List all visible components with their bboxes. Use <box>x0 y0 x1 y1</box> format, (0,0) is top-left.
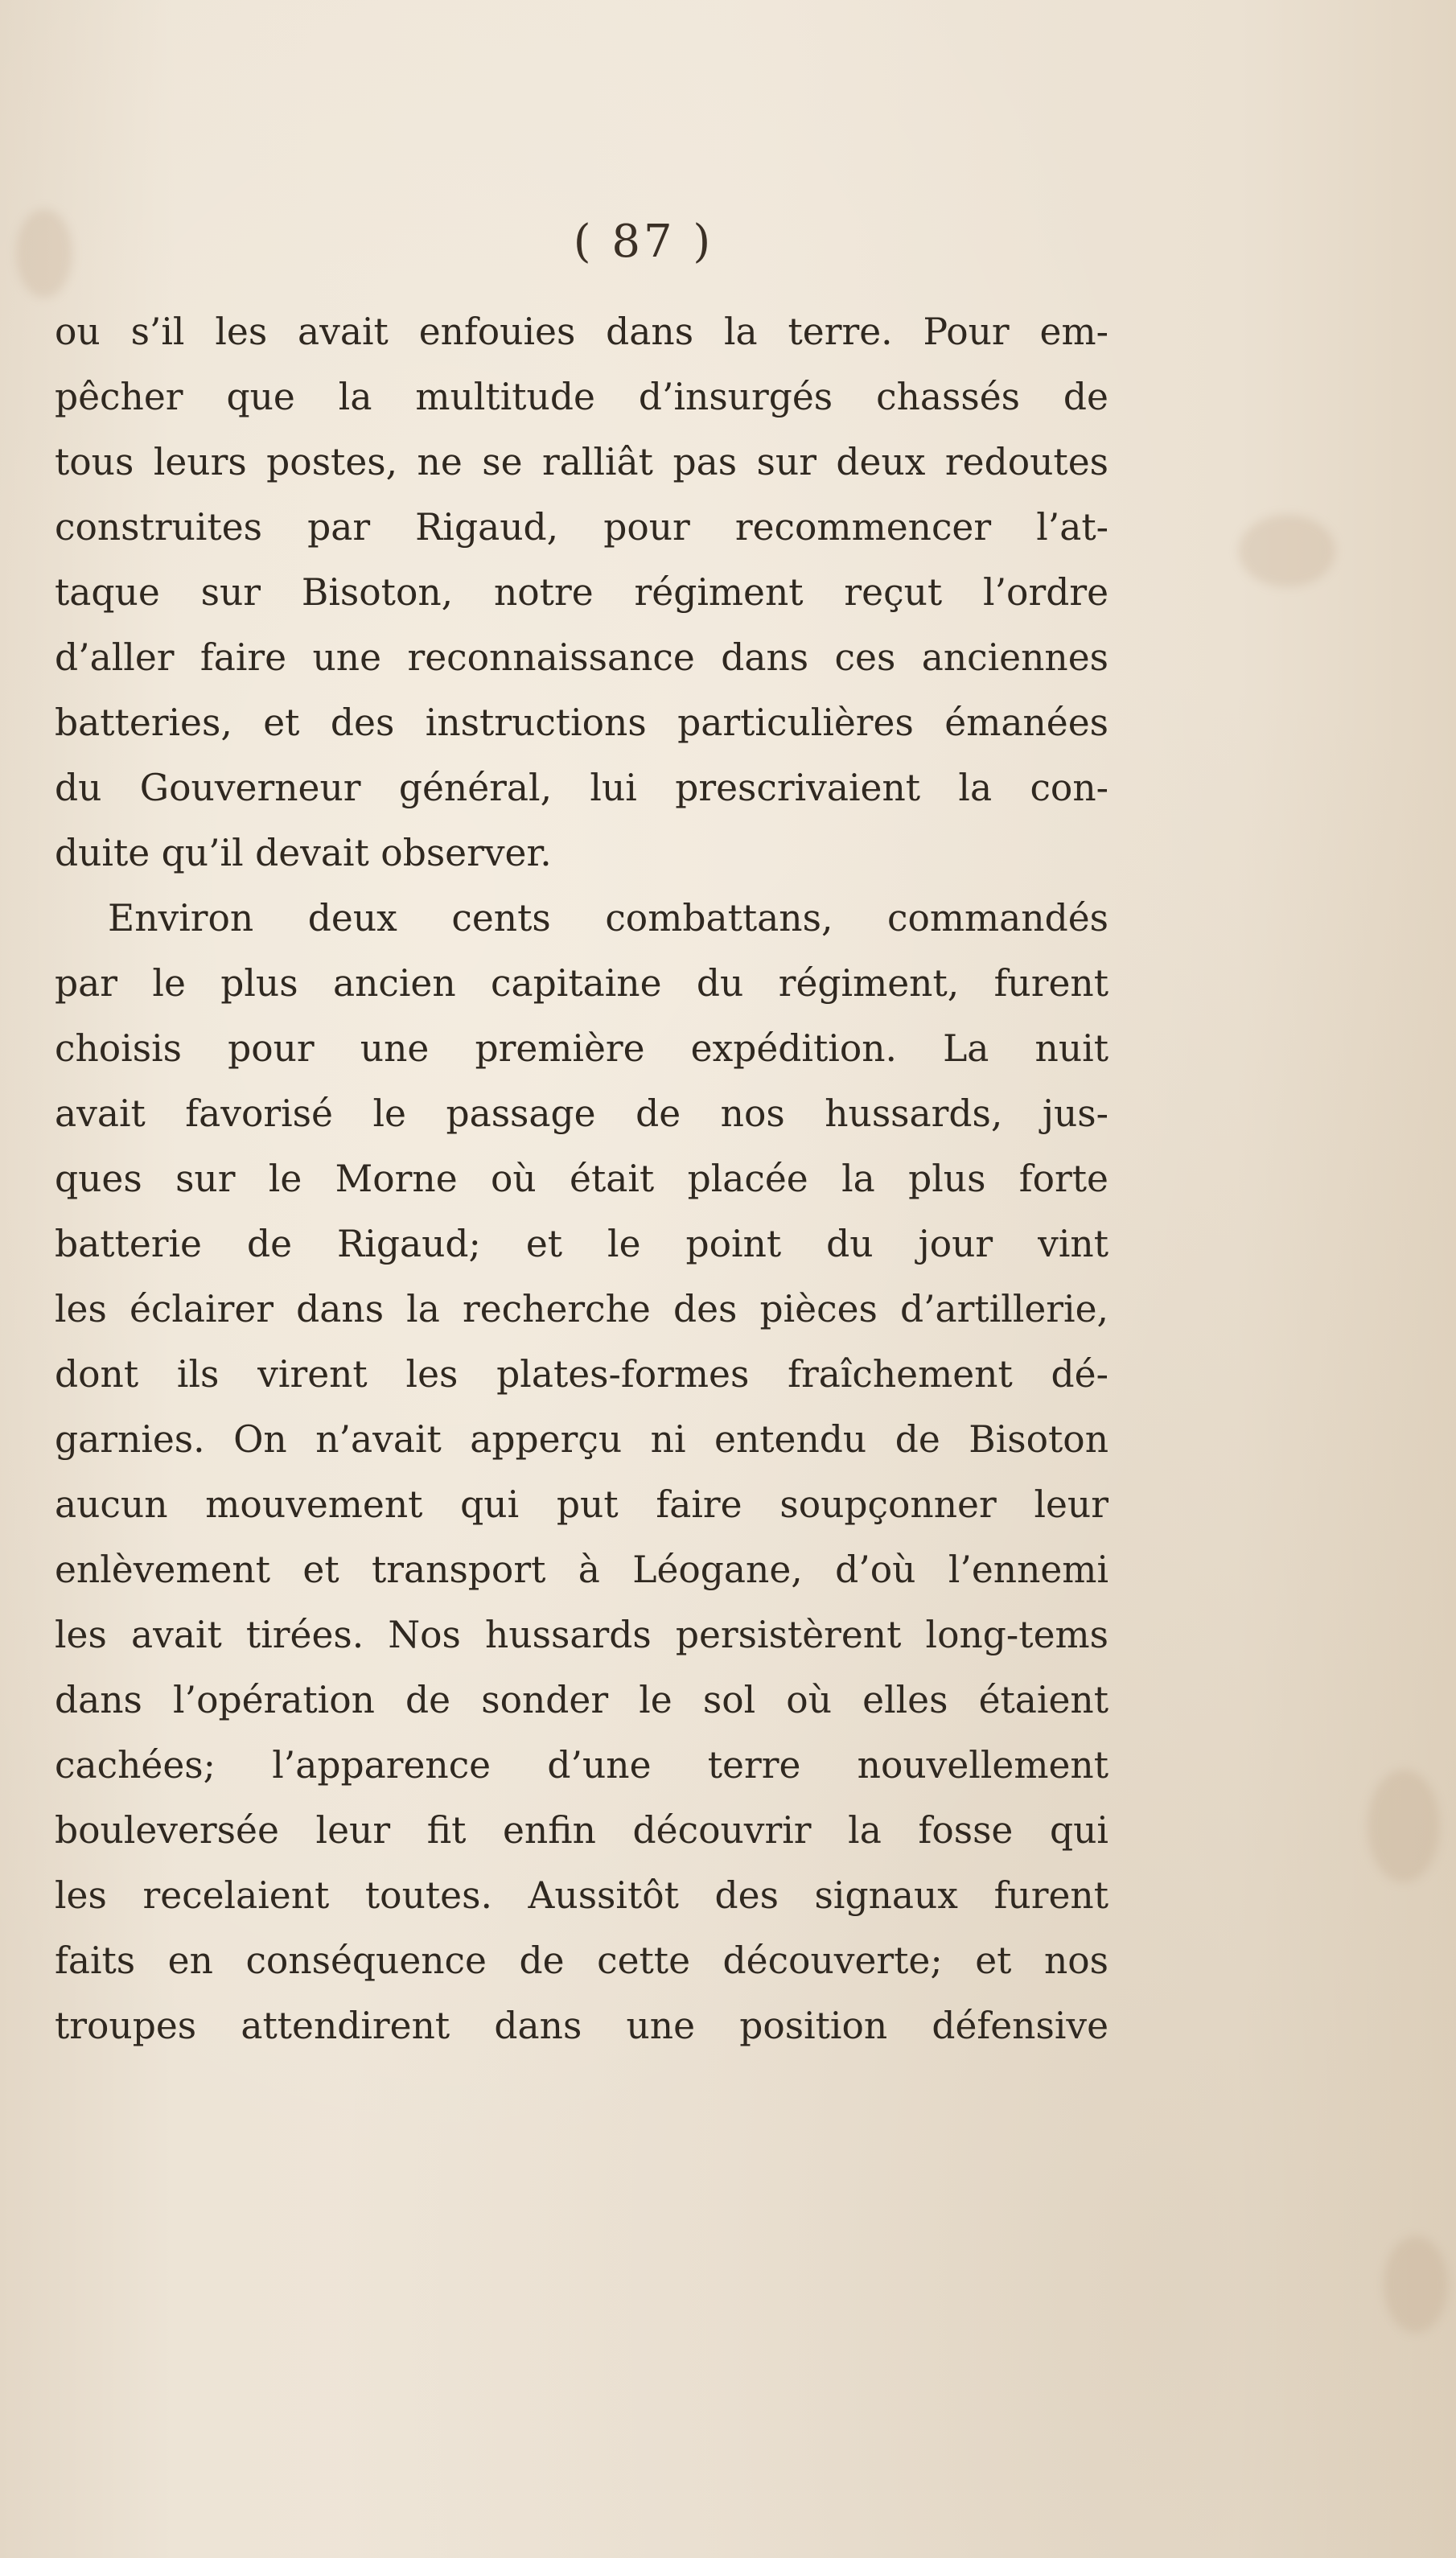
paper-stain <box>1239 515 1335 587</box>
text-line: avait favorisé le passage de nos hussards, jus- <box>55 1092 1108 1135</box>
text-line: duite qu’il devait observer. <box>55 832 552 874</box>
text-line: pêcher que la multitude d’insurgés chassés de <box>55 376 1108 418</box>
text-line: les avait tirées. Nos hussards persistèrent long-tems <box>55 1614 1108 1656</box>
text-line: bouleversée leur fit enfin découvrir la fosse qui <box>55 1809 1108 1852</box>
text-line: batterie de Rigaud; et le point du jour vint <box>55 1223 1108 1265</box>
paper-stain <box>1384 2236 1448 2333</box>
body-text <box>55 299 1108 2058</box>
text-line: construites par Rigaud, pour recommencer l’at- <box>55 506 1108 549</box>
text-line: les recelaient toutes. Aussitôt des signaux furent <box>55 1874 1108 1917</box>
text-line: cachées; l’apparence d’une terre nouvellement <box>55 1744 1108 1787</box>
text-line: choisis pour une première expédition. La nuit <box>55 1027 1108 1070</box>
text-line: d’aller faire une reconnaissance dans ces anciennes <box>55 636 1108 679</box>
text-line: Environ deux cents combattans, commandés <box>108 897 1108 940</box>
text-line: batteries, et des instructions particulières émanées <box>55 701 1108 744</box>
text-line: tous leurs postes, ne se ralliât pas sur deux redoutes <box>55 441 1108 483</box>
text-line: taque sur Bisoton, notre régiment reçut l’ordre <box>55 571 1108 614</box>
text-line: faits en conséquence de cette découverte; et nos <box>55 1939 1108 1982</box>
text-line: dont ils virent les plates-formes fraîchement dé- <box>55 1353 1108 1396</box>
text-line: enlèvement et transport à Léogane, d’où l’ennemi <box>55 1548 1108 1591</box>
text-line: dans l’opération de sonder le sol où elles étaient <box>55 1679 1108 1721</box>
text-line: troupes attendirent dans une position défensive <box>55 2005 1108 2047</box>
text-line: par le plus ancien capitaine du régiment, furent <box>55 962 1108 1005</box>
paper-stain <box>1368 1770 1440 1882</box>
page-number: ( 87 ) <box>573 216 714 268</box>
text-line: les éclairer dans la recherche des pièces d’artillerie, <box>55 1288 1108 1330</box>
text-line: aucun mouvement qui put faire soupçonner leur <box>55 1483 1108 1526</box>
text-line: du Gouverneur général, lui prescrivaient la con- <box>55 767 1108 809</box>
text-line: garnies. On n’avait apperçu ni entendu de Bisoton <box>55 1418 1108 1461</box>
text-line: ques sur le Morne où était placée la plus forte <box>55 1158 1108 1200</box>
text-line: ou s’il les avait enfouies dans la terre. Pour em- <box>55 310 1108 353</box>
